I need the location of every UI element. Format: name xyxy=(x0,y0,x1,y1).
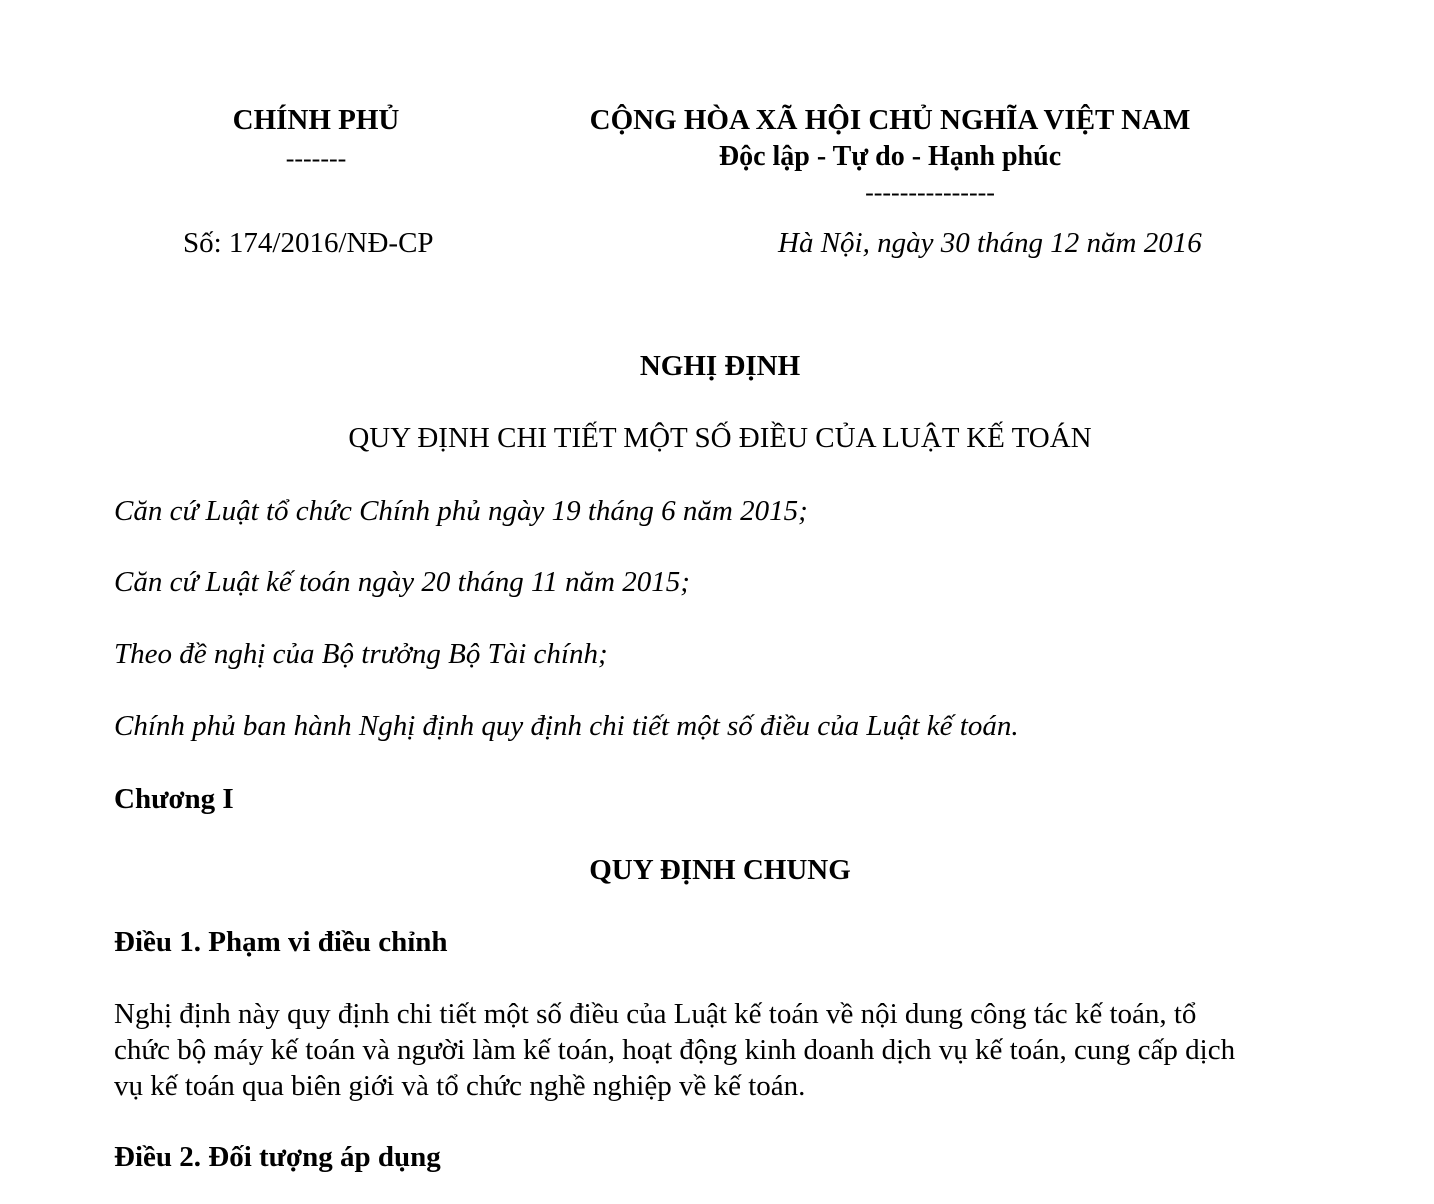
place-and-date: Hà Nội, ngày 30 tháng 12 năm 2016 xyxy=(778,227,1202,259)
motto-divider: --------------- xyxy=(865,178,995,207)
issuing-agency: CHÍNH PHỦ xyxy=(232,104,400,136)
legal-basis-1: Căn cứ Luật tổ chức Chính phủ ngày 19 tháng 6 năm 2015; xyxy=(114,495,808,527)
agency-divider: ------- xyxy=(285,144,347,173)
document-title: QUY ĐỊNH CHI TIẾT MỘT SỐ ĐIỀU CỦA LUẬT KẾ TOÁN xyxy=(348,422,1092,454)
national-title: CỘNG HÒA XÃ HỘI CHỦ NGHĨA VIỆT NAM xyxy=(589,104,1191,136)
promulgation-statement: Chính phủ ban hành Nghị định quy định chi tiết một số điều của Luật kế toán. xyxy=(114,710,1019,742)
article-2-heading: Điều 2. Đối tượng áp dụng xyxy=(114,1141,441,1173)
article-1-heading: Điều 1. Phạm vi điều chỉnh xyxy=(114,926,448,958)
national-motto: Độc lập - Tự do - Hạnh phúc xyxy=(718,141,1062,172)
chapter-label: Chương I xyxy=(114,783,234,815)
document-number: Số: 174/2016/NĐ-CP xyxy=(183,227,434,259)
legal-basis-3: Theo đề nghị của Bộ trưởng Bộ Tài chính; xyxy=(114,638,608,670)
document-type: NGHỊ ĐỊNH xyxy=(639,350,801,382)
article-1-line-2: chức bộ máy kế toán và người làm kế toán, hoạt động kinh doanh dịch vụ kế toán, cung cấp dịch xyxy=(114,1034,1236,1066)
article-1-line-1: Nghị định này quy định chi tiết một số điều của Luật kế toán về nội dung công tác kế toán, tổ xyxy=(114,998,1197,1030)
legal-basis-2: Căn cứ Luật kế toán ngày 20 tháng 11 năm 2015; xyxy=(114,566,690,598)
chapter-title: QUY ĐỊNH CHUNG xyxy=(589,854,851,886)
article-1-line-3: vụ kế toán qua biên giới và tổ chức nghề nghiệp về kế toán. xyxy=(114,1070,806,1102)
